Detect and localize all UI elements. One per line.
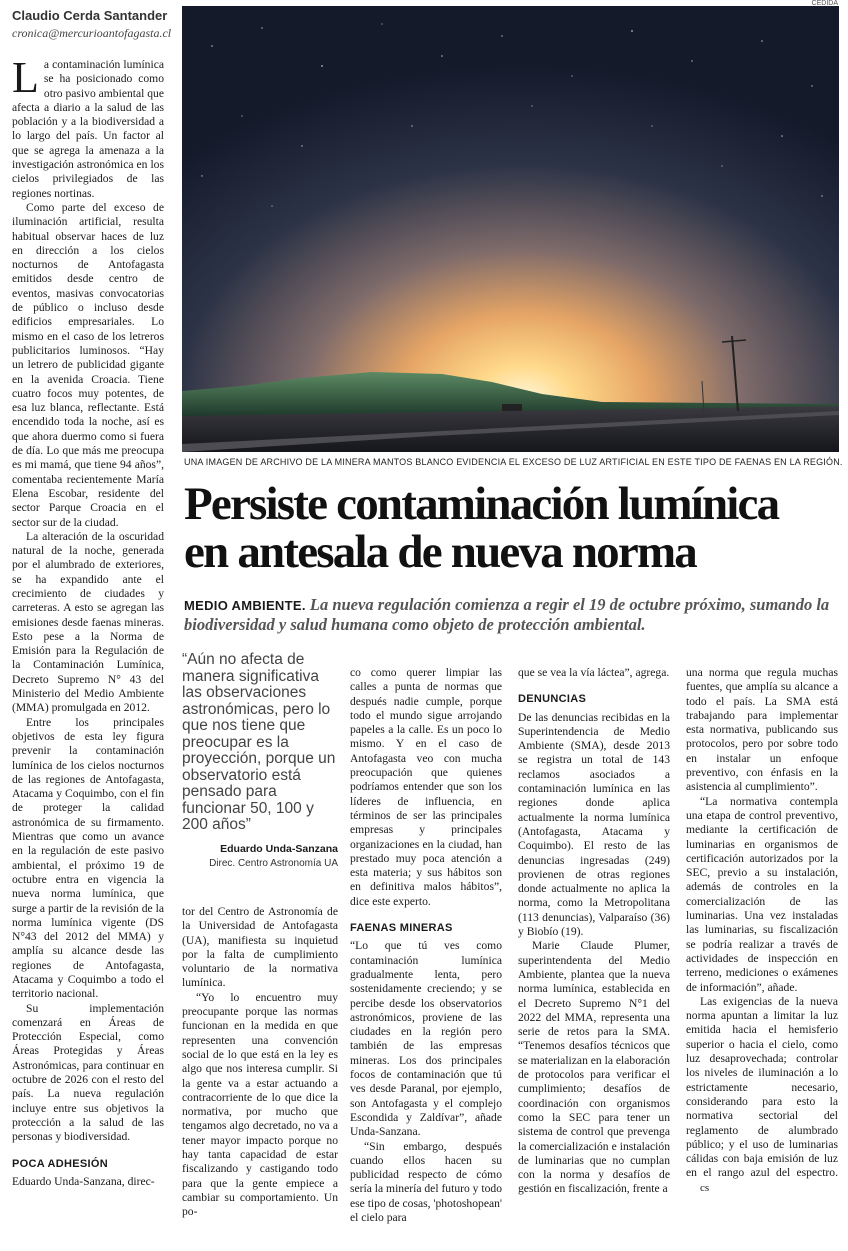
article-column-2: [182, 905, 338, 1220]
paragraph: Entre los principales objetivos de esta ley figura prevenir la contaminación lumínica de los cielos nocturnos de las regiones de Antofagasta, Atacama y Coquimbo, con el fin de proteger la calidad astronómica de su firmamento. Mientras que como un avance en la regulación de este pasivo ambiental, el próximo 19 de octubre entra en vigencia la nueva norma lumínica, que surge a partir de la revisión de la norma lumínica vigente (DS N°43 del 2012 del MMA) y amplía su alcance desde las regiones de Antofagasta, Atacama y Coquimbo a todo el territorio nacional.: [12, 715, 164, 1001]
pull-quote-role: Direc. Centro Astronomía UA: [209, 858, 338, 869]
drop-cap: L: [12, 53, 39, 102]
paragraph: Eduardo Unda-Sanzana, direc-: [12, 1174, 155, 1188]
paragraph: co como querer limpiar las calles a punta de normas que después nadie cumple, porque todo el mundo sigue arrojando papeles a la calle. Es un poco lo mismo. Y en el caso de Antofagasta veo con mucha preocupación que quienes podríamos entender que son los líderes de influencia, en términos de ser las principales empresas y principales organizaciones en la ciudad, han prestado muy poca atención a esta materia; y sus hábitos son en definitiva malos hábitos”, dice este experto.: [350, 666, 502, 908]
paragraph: tor del Centro de Astronomía de la Universidad de Antofagasta (UA), manifiesta su inquietud por la falta de cumplimiento voluntario de la normativa lumínica.: [182, 905, 338, 990]
subhead-poca-adhesion: POCA ADHESIÓN: [12, 1157, 108, 1170]
paragraph: que se vea la vía láctea”, agrega.: [518, 666, 670, 679]
end-mark-icon: cs: [700, 1181, 710, 1194]
paragraph: “La normativa contempla una etapa de control preventivo, mediante la certificación de luminarias en organismos de certificación autorizados por la SEC, previo a su instalación, además de controles en la comercialización de las luminarias. Una vez instaladas las luminarias, su fiscalización se podría realizar a través de actividades de inspección en terreno, mediciones o exámenes de información”, añade.: [686, 794, 838, 994]
night-sky-mine-photo: [182, 6, 839, 452]
pull-quote-author: Eduardo Unda-Sanzana: [220, 843, 338, 855]
article-photo: [182, 6, 839, 452]
paragraph: [12, 53, 164, 201]
author-name: Claudio Cerda Santander: [12, 8, 168, 23]
subhead-faenas-mineras: FAENAS MINERAS: [350, 922, 453, 935]
headline: [184, 480, 844, 576]
photo-caption: UNA IMAGEN DE ARCHIVO DE LA MINERA MANTOS BLANCO EVIDENCIA EL EXCESO DE LUZ ARTIFICIAL EN ESTE TIPO DE FAENAS EN LA REGIÓN.: [184, 457, 843, 467]
article-column-5: [686, 666, 838, 1195]
subhead-denuncias: DENUNCIAS: [518, 693, 587, 706]
paragraph: La alteración de la oscuridad natural de la noche, generada por el alumbrado de exteriores, se ha expandido ante el crecimiento de ciudades y carreteras. A esto se agregan las emisiones desde faenas mineras. Esto pese a la Norma de Emisión para la Regulación de la Contaminación Lumínica, Decreto Supremo N° 43 del Ministerio del Medio Ambiente (MMA) promulgada en 2012.: [12, 529, 164, 715]
article-column-1: [12, 53, 164, 1189]
paragraph: Su implementación comenzará en Áreas de Protección Especial, como Áreas Protegidas y Áreas Astronómicas, para continuar en octubre de 2026 con el resto del país. La nueva regulación incluye entre sus objetivos la protección a la salud de las personas y biodiversidad.: [12, 1001, 164, 1144]
paragraph: De las denuncias recibidas en la Superintendencia de Medio Ambiente (SMA), desde 2013 se registra un total de 143 reclamos asociados a contaminación lumínica en las regiones donde aplica actualmente la norma lumínica (Antofagasta, Atacama y Coquimbo). El resto de las denuncias ingresadas (249) provienen de otras regiones donde actualmente no aplica la norma, como la Metropolitana (113 denuncias), Valparaíso (36) y Biobío (19).: [518, 710, 670, 939]
section-kicker: MEDIO AMBIENTE.: [184, 598, 306, 613]
deck-text: La nueva regulación comienza a regir el 19 de octubre próximo, sumando la biodiversidad y salud humana como objeto de protección ambiental.: [184, 595, 830, 634]
paragraph-text: Las exigencias de la nueva norma apuntan a limitar la luz emitida hacia el hemisferio superior o hacia el cielo, como luz desaprovechada; controlar los niveles de iluminación a lo estrictamente necesario, considerando para esto la normativa sectorial del reglamento de alumbrado público; y el uso de luminarias cálidas con baja emisión de luz en el rango azul del espectro.: [686, 994, 838, 1180]
paragraph: una norma que regula muchas fuentes, que amplía su alcance a todo el país. La SMA está trabajando para implementar esta normativa, publicando sus protocolos, pero por sobre todo en instalar un enfoque preventivo, con énfasis en la asistencia al cumplimiento”.: [686, 666, 838, 794]
photo-credit: CEDIDA: [811, 0, 838, 7]
pull-quote: “Aún no afecta de manera significativa las observaciones astronómicas, pero lo que nos tiene que preocupar es la proyección, porque un observatorio está pensado para funcionar 50, 100 y 200 años”: [182, 651, 336, 833]
author-email[interactable]: cronica@mercurioantofagasta.cl: [12, 26, 172, 40]
deck: [184, 595, 844, 634]
paragraph-text: a contaminación lumínica se ha posicionado como otro pasivo ambiental que afecta a diario a la salud de las población y a la biodiversidad a lo largo del país. Un factor al que se agrega la amenaza a la investigación astronómica en los cielos privilegiados de las regiones nortinas.: [12, 58, 164, 200]
paragraph: [686, 995, 838, 1195]
article-column-4: [518, 666, 670, 1197]
headline-line-2: en antesala de nueva norma: [184, 526, 696, 578]
paragraph: Como parte del exceso de iluminación artificial, resulta habitual observar haces de luz en dirección a los cielos nocturnos de Antofagasta emitidos desde centro de eventos, masivas convocatorias de público o incluso desde edificios empresariales. Lo mismo en el caso de los letreros publicitarios luminosos. “Hay un letrero de publicidad gigante en la avenida Croacia. Tiene cuatro focos muy potentes, de esa luz blanca, reflectante. Está encendido toda la noche, así es que ahora duermo como si fuera de día. Lo que más me preocupa es mi mamá, que tiene 94 años”, comentaba recientemente María Elena Escobar, residente del sector Parque Croacia en el sector sur de la ciudad.: [12, 200, 164, 529]
paragraph: “Yo lo encuentro muy preocupante porque las normas funcionan en la medida en que representen una convención social de lo que está en la ley es algo que nos interesa cumplir. Si la gente va a estar actuando a contracorriente de lo que dice la normativa, por mucho que tengamos algo decretado, no va a tener mayor impacto porque no hay tanta capacidad de estar fiscalizando y castigando todo para que la gente empiece a cambiar su comportamiento. Un po-: [182, 990, 338, 1219]
article-column-3: [350, 666, 502, 1225]
paragraph: Marie Claude Plumer, superintendenta del Medio Ambiente, plantea que la nueva norma lumínica, establecida en el Decreto Supremo N°1 del 2022 del MMA, representa una serie de retos para la SMA. “Tenemos desafíos técnicos que se materializan en la elaboración de protocolos para verificar el cumplimiento; desafíos de coordinación con organismos como la SEC para tener un sistema de control que prevenga la comercialización e instalación de luminarias que no cumplan con la norma y desafíos de gestión en fiscalización, frente a: [518, 939, 670, 1196]
headline-line-1: Persiste contaminación lumínica: [184, 478, 779, 530]
paragraph: “Lo que tú ves como contaminación lumínica gradualmente lenta, pero sostenidamente creciendo; y se percibe desde los observatorios astronómicos, proviene de las ciudades en la región pero también de las empresas mineras. Los dos principales focos de contaminación que tú ves desde Paranal, por ejemplo, son Antofagasta y el complejo Escondida y Zaldívar”, añade Unda-Sanzana.: [350, 939, 502, 1139]
paragraph: “Sin embargo, después cuando ellos hacen su publicidad respecto de cómo sería la minería del futuro y todo ese tipo de cosas, 'photoshopean' el cielo para: [350, 1139, 502, 1224]
